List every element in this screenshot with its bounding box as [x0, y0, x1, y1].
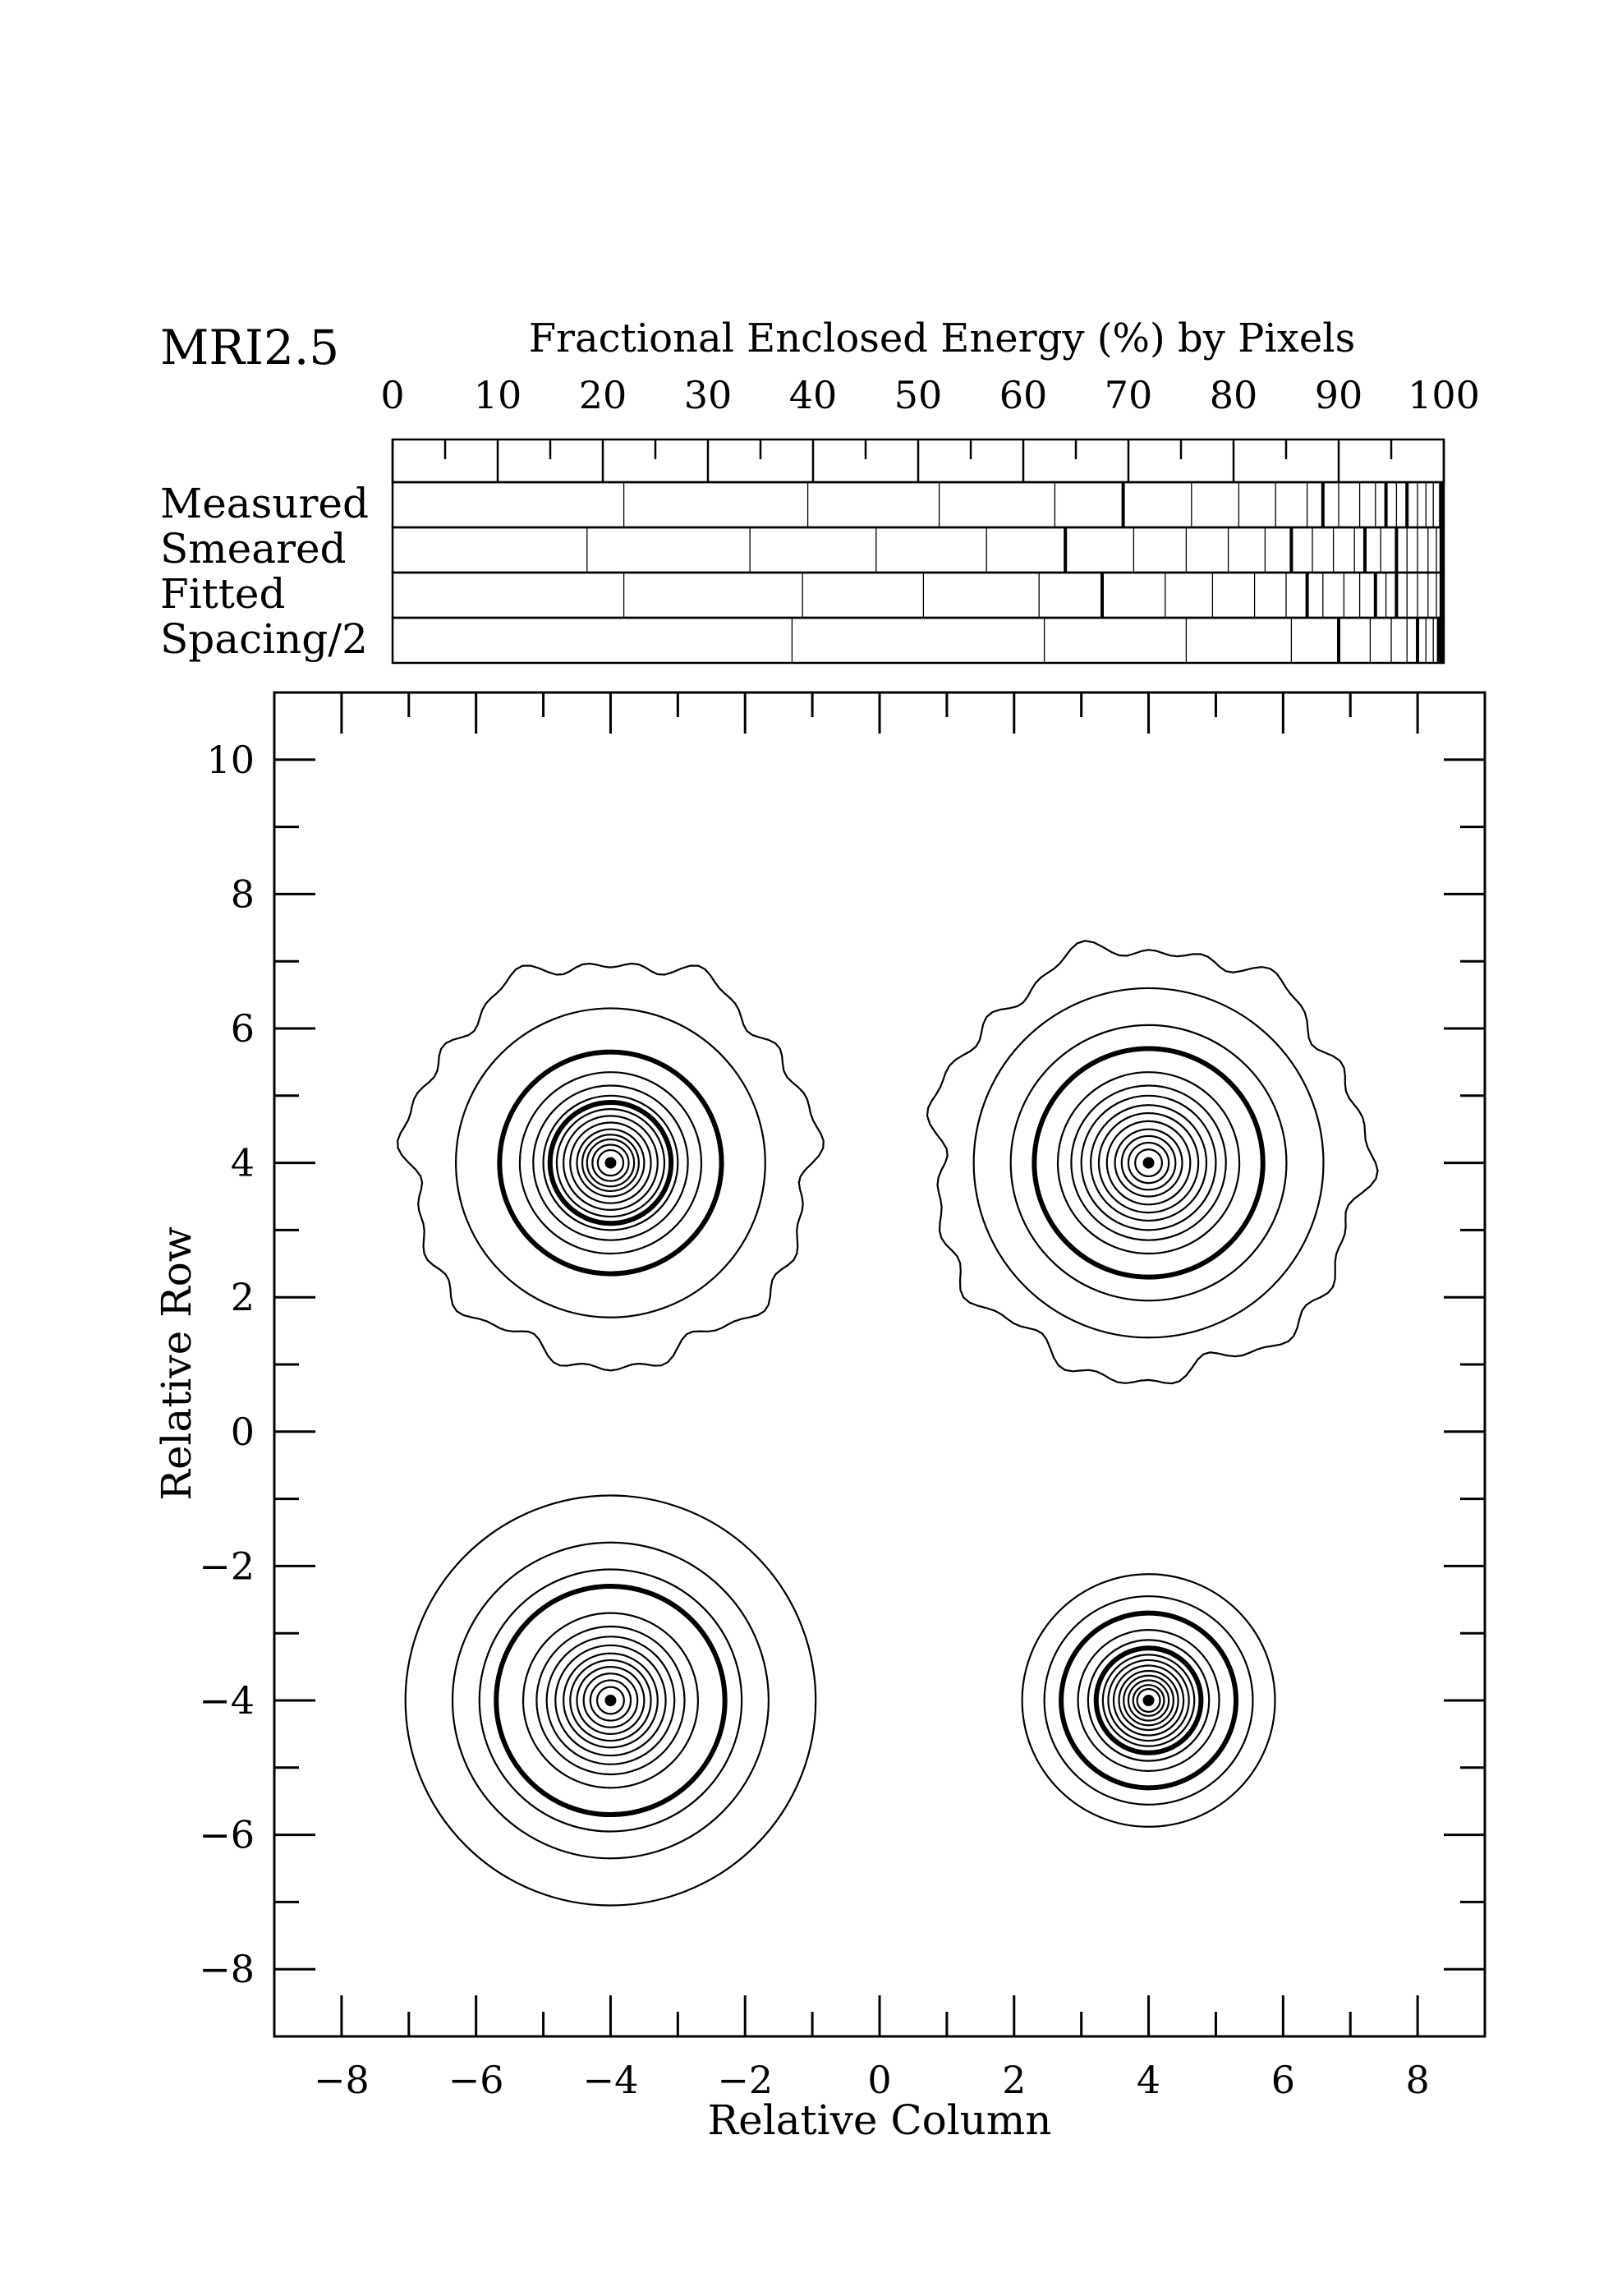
- ee-row-label: Fitted: [160, 570, 286, 618]
- ee-row-frame: [393, 618, 1444, 663]
- x-axis-label: Relative Column: [707, 2096, 1052, 2144]
- x-tick-label: 0: [867, 2058, 892, 2102]
- ee-row-fitted: [160, 570, 1444, 618]
- ee-tick-label: 0: [380, 373, 405, 417]
- x-tick-label: 4: [1136, 2058, 1161, 2102]
- ee-dense-edge: [1440, 527, 1444, 573]
- x-tick-label: −2: [717, 2058, 774, 2102]
- y-tick-label: 10: [206, 737, 255, 782]
- ee-dense-edge: [1440, 618, 1444, 663]
- ee-tick-label: 30: [683, 373, 733, 417]
- ee-tick-label: 20: [578, 373, 627, 417]
- ee-row-label: Measured: [160, 480, 369, 527]
- ee-dense-edge: [1440, 482, 1444, 527]
- ee-row-label: Smeared: [160, 525, 347, 573]
- enclosed-energy-title: Fractional Enclosed Energy (%) by Pixels: [528, 315, 1356, 361]
- y-tick-label: −8: [199, 1947, 255, 1992]
- ee-row-label: Spacing/2: [160, 615, 368, 663]
- ee-tick-label: 70: [1104, 373, 1153, 417]
- ee-row-measured: [160, 480, 1444, 527]
- ee-tick-label: 80: [1209, 373, 1258, 417]
- ee-tick-label: 50: [894, 373, 943, 417]
- ee-row-smeared: [160, 525, 1444, 573]
- ee-row-frame: [393, 482, 1444, 527]
- ee-row-spacing-2: [160, 615, 1444, 663]
- ee-dense-edge: [1440, 573, 1444, 618]
- spot-smeared: [927, 941, 1378, 1383]
- ee-tick-label: 90: [1314, 373, 1363, 417]
- y-tick-label: 0: [230, 1409, 255, 1454]
- ee-tick-label: 40: [788, 373, 838, 417]
- spot-center-dot: [604, 1695, 616, 1706]
- x-tick-label: 8: [1405, 2058, 1430, 2102]
- ee-tick-label: 100: [1408, 373, 1480, 417]
- spot-spacing-2: [1022, 1574, 1275, 1827]
- y-tick-label: 2: [230, 1275, 255, 1320]
- y-tick-label: 4: [230, 1140, 255, 1185]
- spot-center-dot: [1143, 1157, 1155, 1169]
- enclosed-energy-axis: [380, 373, 1480, 482]
- ee-tick-label: 10: [473, 373, 522, 417]
- spot-measured: [397, 964, 824, 1370]
- y-tick-label: −6: [199, 1812, 255, 1857]
- contour-spots: [397, 941, 1377, 1905]
- y-tick-label: 6: [230, 1006, 255, 1051]
- enclosed-energy-panel: [160, 315, 1480, 663]
- y-tick-label: 8: [230, 872, 255, 917]
- spot-center-dot: [1143, 1695, 1155, 1706]
- y-tick-label: −4: [199, 1678, 255, 1723]
- ee-row-frame: [393, 527, 1444, 573]
- enclosed-energy-rows: [160, 480, 1444, 663]
- x-tick-label: −6: [448, 2058, 504, 2102]
- spot-fitted: [406, 1496, 816, 1906]
- contour-plot-panel: [153, 692, 1485, 2144]
- instrument-label: MRI2.5: [160, 320, 340, 375]
- y-tick-label: −2: [199, 1544, 255, 1589]
- x-axis: [314, 692, 1430, 2102]
- y-axis: [199, 738, 1485, 1991]
- y-axis-label: Relative Row: [153, 1226, 200, 1501]
- ee-tick-label: 60: [999, 373, 1048, 417]
- x-tick-label: −4: [582, 2058, 639, 2102]
- x-tick-label: −8: [313, 2058, 370, 2102]
- spot-center-dot: [604, 1157, 616, 1169]
- x-tick-label: 2: [1002, 2058, 1027, 2102]
- x-tick-label: 6: [1270, 2058, 1295, 2102]
